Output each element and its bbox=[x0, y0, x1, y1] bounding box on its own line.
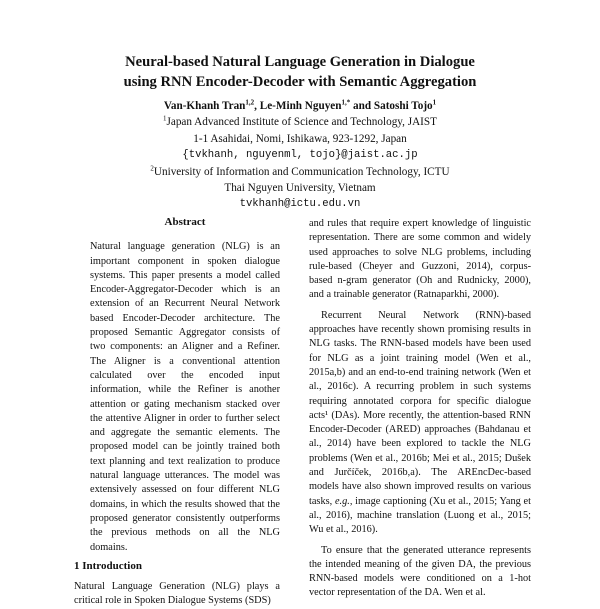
author-names bbox=[40, 98, 560, 114]
author-3-affil: 1 bbox=[432, 98, 437, 107]
author-1: Van-Khanh Tran bbox=[163, 100, 246, 112]
affil-1-name: Japan Advanced Institute of Science and Technology, JAIST bbox=[166, 116, 437, 129]
author-block bbox=[40, 98, 560, 213]
author-2-affil: 1,* bbox=[341, 98, 351, 107]
paragraph-2-part-b: image captioning (Xu et al., 2015; Yang et al., 2016), machine translation (Luong et al., 2015; Wu et al., 2016). bbox=[309, 495, 531, 536]
paragraph-1: and rules that require expert knowledge of linguistic representation. There are some common and widely used approaches to solve NLG problems, including rule-based (Cheyer and Guzzoni, 2014), corpus-based n-gram generator (Oh and Rudnicky, 2000), and a trainable generator (Ratnaparkhi, 2000). bbox=[309, 218, 531, 301]
introduction-text: Natural Language Generation (NLG) plays a critical role in Spoken Dialogue Systems (SDS) bbox=[74, 581, 280, 607]
affiliation-2 bbox=[40, 164, 560, 180]
right-column bbox=[309, 217, 531, 607]
paragraph-2 bbox=[309, 309, 531, 538]
affil-2-name: University of Information and Communication Technology, ICTU bbox=[153, 165, 450, 178]
affiliation-1-email[interactable]: {tvkhanh, nguyenml, tojo}@jaist.ac.jp bbox=[182, 149, 418, 162]
author-separator: , bbox=[254, 100, 260, 112]
title-line-1: Neural-based Natural Language Generation in Dialogue bbox=[125, 54, 475, 70]
section-heading-introduction: 1 Introduction bbox=[74, 560, 142, 572]
affiliation-2-email[interactable]: tvkhanh@ictu.edu.vn bbox=[239, 198, 361, 211]
abstract-text: Natural language generation (NLG) is an important component in spoken dialogue systems. This paper presents a model called Encoder-Aggregator-Decoder which is an extension of an Recurrent Neural Network based Encoder-Decoder architecture. The proposed Semantic Aggregator consists of two components: an Aligner and a Refiner. The Aligner is a conventional attention calculated over the encoded input information, while the Refiner is another attention or gating mechanism stacked over the attentive Aligner in order to further select and aggregate the semantic elements. The proposed model can be jointly trained both text planning and text realization to produce natural language utterances. The model was extensively assessed on four different NLG domains, in which the results showed that the proposed generator consistently outperforms the previous methods on all the NLG domains. bbox=[90, 241, 280, 553]
affiliation-2-address: Thai Nguyen University, Vietnam bbox=[224, 182, 376, 195]
author-separator: and bbox=[350, 100, 374, 112]
left-column bbox=[90, 215, 280, 555]
abstract-heading: Abstract bbox=[164, 216, 206, 228]
author-3: Satoshi Tojo bbox=[373, 100, 433, 112]
affil-1-marker: 1 bbox=[163, 114, 167, 123]
paragraph-3: To ensure that the generated utterance represents the intended meaning of the given DA, the previous RNN-based models were conditioned on a 1-hot vector representation of the DA. Wen et al. bbox=[309, 544, 531, 599]
affiliation-1 bbox=[40, 114, 560, 130]
title-line-2: using RNN Encoder-Decoder with Semantic Aggregation bbox=[123, 74, 477, 90]
author-2: Le-Minh Nguyen bbox=[259, 100, 342, 112]
affil-2-marker: 2 bbox=[150, 163, 154, 172]
paragraph-2-eg: e.g., bbox=[334, 495, 353, 507]
affiliation-1-address: 1-1 Asahidai, Nomi, Ishikawa, 923-1292, Japan bbox=[193, 132, 407, 145]
paper-title bbox=[40, 52, 560, 92]
author-1-affil: 1,2 bbox=[245, 98, 255, 107]
paragraph-2-part-a: Recurrent Neural Network (RNN)-based approaches have recently shown promising results in NLG tasks. The RNN-based models have been used for NLG as a joint training model (Wen et al., 2015a,b) and an end-to-end training network (Wen et al., 2016c). A recurring problem in such systems requiring annotated corpora for specific dialogue acts¹ (DAs). More recently, the attention-based RNN Encoder-Decoder (ARED) approaches (Bahdanau et al., 2014) have been explored to tackle the NLG problems (Wen et al., 2016b; Mei et al., 2015; Dušek and Jurčíček, 2016b,a). The AREncDec-based models have also shown improved results on various tasks, bbox=[309, 309, 531, 507]
